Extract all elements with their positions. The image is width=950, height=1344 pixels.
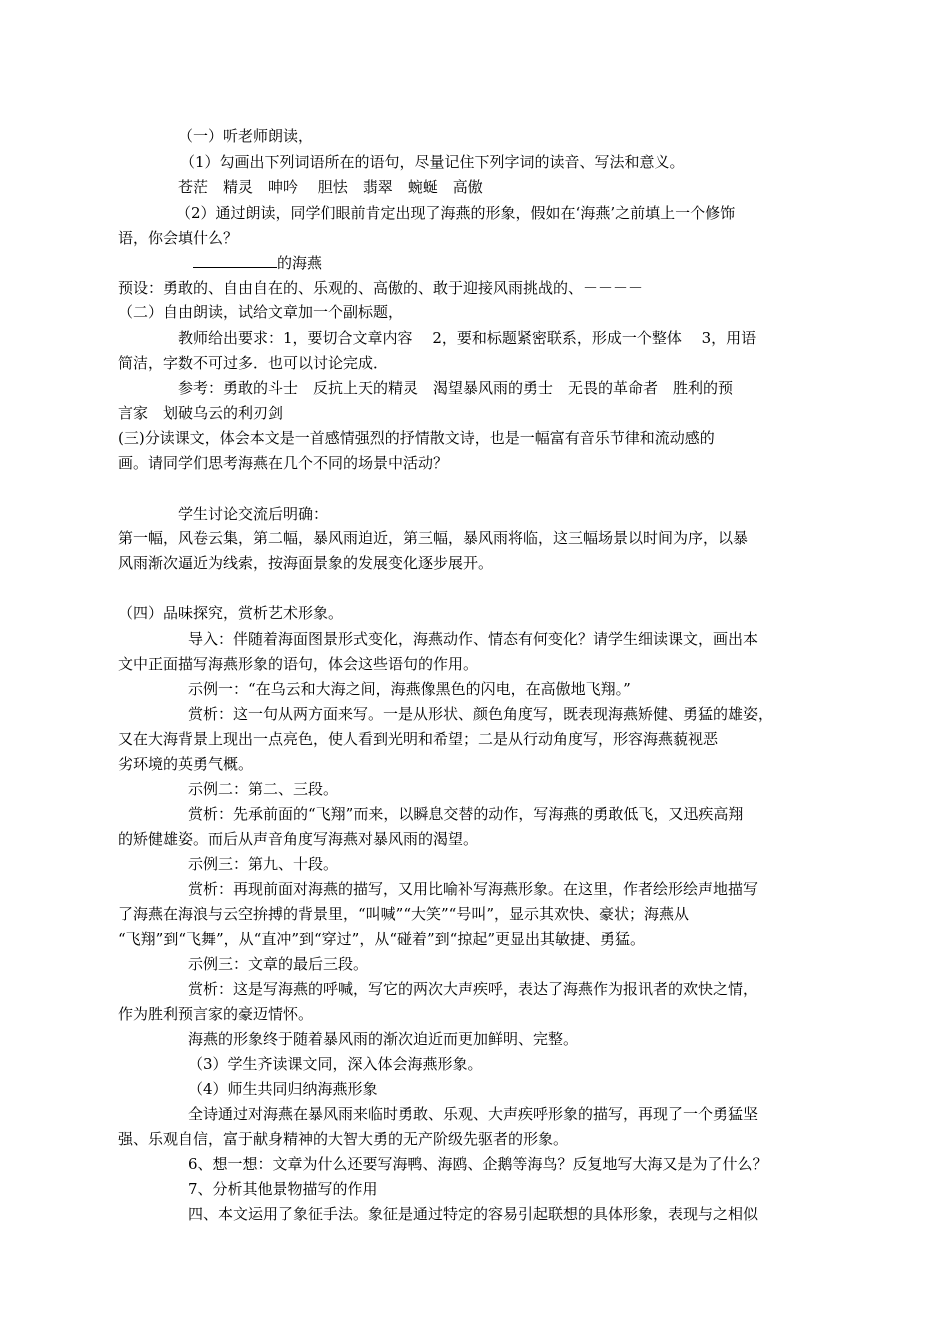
answer-blank [193, 253, 277, 268]
text-line: 风雨渐次逼近为线索，按海面景象的发展变化逐步展开。 [118, 554, 494, 572]
text-line: 语，你会填什么？ [118, 229, 239, 247]
section-heading: （四）品味探究，赏析艺术形象。 [118, 604, 344, 622]
text-line: 了海燕在海浪与云空拚搏的背景里，“叫喊”“大笑”“号叫”，显示其欢快、豪状；海燕从 [118, 905, 690, 923]
text-line: 预设：勇敢的、自由自在的、乐观的、高傲的、敢于迎接风雨挑战的、－－－－ [118, 279, 644, 297]
text-line: （一）听老师朗读， [178, 127, 314, 145]
text-line: 学生讨论交流后明确： [178, 505, 329, 523]
text-line: （2）通过朗读，同学们眼前肯定出现了海燕的形象，假如在‘海燕’之前填上一个修饰 [176, 204, 736, 222]
text-line: 画。请同学们思考海燕在几个不同的场景中活动？ [118, 454, 449, 472]
text-line: 第一幅，风卷云集，第二幅，暴风雨迫近，第三幅，暴风雨将临，这三幅场景以时间为序，以暴 [118, 529, 749, 547]
text-line: “飞翔”到“飞舞”，从“直冲”到“穿过”，从“碰着”到“掠起”更显出其敏捷、勇猛。 [118, 930, 646, 948]
text-line: 又在大海背景上现出一点亮色，使人看到光明和希望；二是从行动角度写，形容海燕藐视恶 [118, 730, 719, 748]
text-line: 言家 划破乌云的利刃剑 [118, 404, 284, 422]
text-line: 示例二：第二、三段。 [188, 780, 339, 798]
text-line: 作为胜利预言家的豪迈情怀。 [118, 1005, 314, 1023]
text-line: 示例三：文章的最后三段。 [188, 955, 369, 973]
text-line: 赏析：这是写海燕的呼喊，写它的两次大声疾呼，表达了海燕作为报讯者的欢快之情， [188, 980, 759, 998]
text-line: 7、分析其他景物描写的作用 [188, 1180, 378, 1198]
text-line: （4）师生共同归纳海燕形象 [188, 1080, 378, 1098]
text-line: 苍茫 精灵 呻吟 胆怯 翡翠 蜿蜒 高傲 [178, 178, 483, 196]
text-line: （3）学生齐读课文同，深入体会海燕形象。 [188, 1055, 483, 1073]
text-line: 赏析：先承前面的“飞翔”而来，以瞬息交替的动作，写海燕的勇敢低飞，又迅疾高翔 [188, 805, 744, 823]
text-line: 6、想一想：文章为什么还要写海鸭、海鸥、企鹅等海鸟？反复地写大海又是为了什么？ [188, 1155, 768, 1173]
text-line: 海燕的形象终于随着暴风雨的渐次迫近而更加鲜明、完整。 [188, 1030, 579, 1048]
text-line: 教师给出要求：1，要切合文章内容 2，要和标题紧密联系，形成一个整体 3，用语 [178, 329, 757, 347]
text-line: 赏析：这一句从两方面来写。一是从形状、颜色角度写，既表现海燕矫健、勇猛的雄姿， [188, 705, 774, 723]
section-heading: （二）自由朗读，试给文章加一个副标题， [118, 303, 404, 321]
text-line: 的矫健雄姿。而后从声音角度写海燕对暴风雨的渴望。 [118, 830, 479, 848]
text-line: 参考：勇敢的斗士 反抗上天的精灵 渴望暴风雨的勇士 无畏的革命者 胜利的预 [178, 379, 734, 397]
text-line: 强、乐观自信，富于献身精神的大智大勇的无产阶级先驱者的形象。 [118, 1130, 569, 1148]
text-line: 劣环境的英勇气概。 [118, 755, 254, 773]
text-line: （1）勾画出下列词语所在的语句，尽量记住下列字词的读音、写法和意义。 [180, 153, 685, 171]
text-line: 全诗通过对海燕在暴风雨来临时勇敢、乐观、大声疾呼形象的描写，再现了一个勇猛坚 [188, 1105, 759, 1123]
text-line: 示例一：“在乌云和大海之间，海燕像黑色的闪电，在高傲地飞翔。” [188, 680, 631, 698]
text-line: 简洁，字数不可过多．也可以讨论完成． [118, 354, 389, 372]
section-heading: 四、本文运用了象征手法。象征是通过特定的容易引起联想的具体形象，表现与之相似 [188, 1205, 759, 1223]
section-heading: (三)分读课文，体会本文是一首感情强烈的抒情散文诗，也是一幅富有音乐节律和流动感的 [118, 429, 715, 447]
text-line: 赏析：再现前面对海燕的描写，又用比喻补写海燕形象。在这里，作者绘形绘声地描写 [188, 880, 759, 898]
fill-in-blank-line [193, 251, 818, 275]
text-line: 导入：伴随着海面图景形式变化，海燕动作、情态有何变化？请学生细读课文，画出本 [188, 630, 759, 648]
text-line: 示例三：第九、十段。 [188, 855, 339, 873]
blank-suffix-text: 的海燕 [277, 254, 323, 272]
text-line: 文中正面描写海燕形象的语句，体会这些语句的作用。 [118, 655, 479, 673]
